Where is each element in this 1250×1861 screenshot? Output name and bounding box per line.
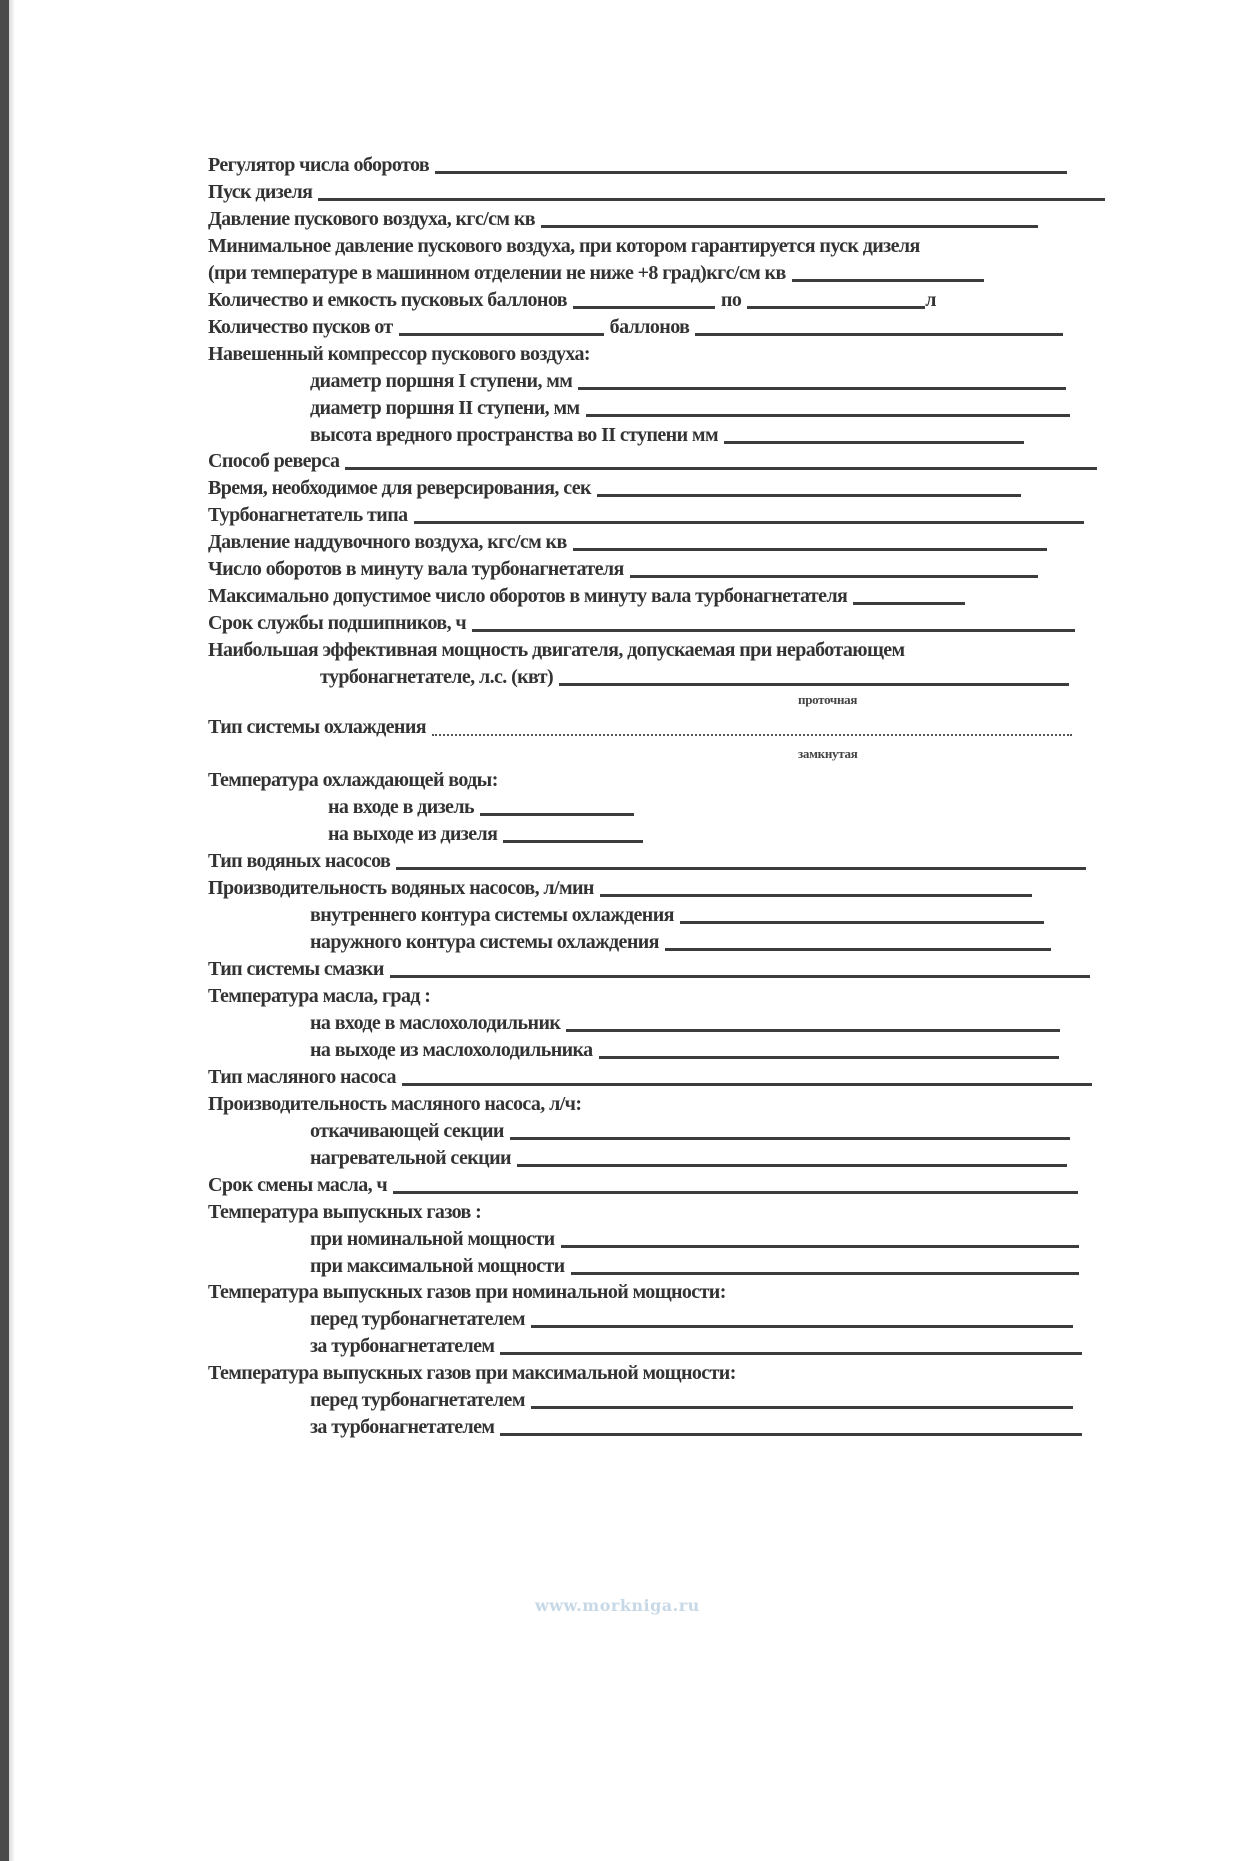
blank-line[interactable] [414, 521, 1084, 524]
field-rpm-governor [208, 152, 1067, 176]
field-label: на выходе из дизеля [328, 823, 498, 846]
blank-line[interactable] [345, 467, 1097, 470]
blank-line[interactable] [393, 1191, 1078, 1194]
blank-line[interactable] [792, 279, 984, 282]
field-oil-change-interval [208, 1172, 1078, 1196]
field-label: наружного контура системы охлаждения [310, 931, 659, 954]
field-label: Турбонагнетатель типа [208, 504, 408, 527]
field-before-turbo-nominal [310, 1306, 1073, 1330]
blank-line-volume[interactable] [747, 306, 925, 309]
field-turbo-max-rpm [208, 583, 965, 607]
field-label: перед турбонагнетателем [310, 1389, 525, 1412]
blank-line[interactable] [390, 975, 1090, 978]
blank-line[interactable] [402, 1083, 1092, 1086]
field-turbo-rpm [208, 556, 1038, 580]
field-label: Максимально допустимое число оборотов в минуту вала турбонагнетателя [208, 585, 848, 608]
field-oil-temp [208, 983, 436, 1007]
field-label: перед турбонагнетателем [310, 1308, 525, 1331]
field-label: на входе в маслохолодильник [310, 1011, 561, 1034]
field-suffix: л [925, 288, 936, 311]
field-lubrication-type [208, 956, 1090, 980]
field-label: Регулятор числа оборотов [208, 154, 430, 176]
field-exhaust-max-turbo [208, 1360, 742, 1384]
blank-line[interactable] [600, 894, 1032, 897]
field-label: диаметр поршня I ступени, мм [310, 369, 573, 392]
field-label: Количество и емкость пусковых баллонов [208, 288, 567, 311]
field-before-turbo-max [310, 1387, 1073, 1411]
field-exhaust-maximum [310, 1253, 1079, 1277]
field-start-cylinders [208, 287, 936, 311]
field-min-start-pressure-cont [208, 260, 984, 284]
field-label: Пуск дизеля [208, 180, 313, 203]
field-compressor [208, 341, 596, 365]
field-cooling-system-type [208, 714, 1072, 738]
blank-line[interactable] [630, 575, 1038, 578]
blank-line[interactable] [665, 948, 1051, 951]
blank-line[interactable] [599, 1056, 1059, 1059]
field-label: Количество пусков от [208, 315, 393, 338]
field-label: Тип масляного насоса [208, 1065, 396, 1088]
field-exhaust-nominal-turbo [208, 1279, 732, 1303]
field-heating-section [310, 1145, 1067, 1169]
blank-line[interactable] [517, 1164, 1067, 1167]
blank-line[interactable] [435, 171, 1067, 174]
field-label: откачивающей секции [310, 1119, 504, 1142]
blank-line[interactable] [571, 1272, 1079, 1275]
blank-line[interactable] [531, 1325, 1073, 1328]
blank-line-count[interactable] [573, 306, 715, 309]
field-label: Производительность масляного насоса, л/ч: [208, 1092, 582, 1115]
blank-line[interactable] [503, 840, 643, 843]
blank-line-starts[interactable] [399, 333, 604, 336]
field-scavenge-section [310, 1118, 1070, 1142]
field-label: (при температуре в машинном отделении не ниже +8 град)кгс/см кв [208, 261, 786, 284]
option-divider-line[interactable] [432, 734, 1072, 736]
field-label: Наибольшая эффективная мощность двигателя, допускаемая при неработающем [208, 639, 905, 662]
field-boost-pressure [208, 529, 1047, 553]
field-label: Способ реверса [208, 450, 340, 473]
blank-line[interactable] [561, 1245, 1079, 1248]
field-label: внутреннего контура системы охлаждения [310, 904, 674, 927]
field-label: Температура масла, град : [208, 985, 431, 1008]
field-label: турбонагнетателе, л.с. (квт) [320, 666, 554, 689]
field-piston-diameter-2 [310, 395, 1070, 419]
blank-line[interactable] [541, 225, 1038, 228]
field-label: Срок смены масла, ч [208, 1173, 388, 1196]
field-label: Навешенный компрессор пускового воздуха: [208, 342, 590, 365]
field-label: Давление наддувочного воздуха, кгс/см кв [208, 531, 567, 554]
field-label: Число оборотов в минуту вала турбонагнетателя [208, 558, 624, 581]
field-water-pump-type [208, 848, 1086, 872]
field-label: Тип системы охлаждения [208, 715, 426, 738]
field-label: Минимальное давление пускового воздуха, при котором гарантируется пуск дизеля [208, 234, 920, 257]
field-reverse-time [208, 475, 1021, 499]
field-min-start-pressure [208, 233, 926, 257]
field-piston-diameter-1 [310, 368, 1066, 392]
field-water-inlet [328, 794, 634, 818]
blank-line[interactable] [500, 1352, 1082, 1355]
field-oil-pump-type [208, 1064, 1092, 1088]
blank-line[interactable] [597, 494, 1021, 497]
field-dead-space-height [310, 422, 1024, 446]
blank-line[interactable] [472, 629, 1075, 632]
field-label: высота вредного пространства во II ступени мм [310, 423, 718, 446]
field-label: диаметр поршня II ступени, мм [310, 396, 580, 419]
blank-line[interactable] [531, 1406, 1073, 1409]
field-max-power-no-turbo [208, 637, 911, 661]
field-start-air-pressure [208, 206, 1038, 230]
field-label: Тип системы смазки [208, 958, 384, 981]
field-cooling-water-temp [208, 767, 504, 791]
field-label: Температура охлаждающей воды: [208, 769, 498, 792]
field-exhaust-nominal [310, 1226, 1079, 1250]
field-label: Температура выпускных газов при максимальной мощности: [208, 1362, 736, 1385]
blank-line[interactable] [559, 683, 1069, 686]
field-bearing-life [208, 610, 1075, 634]
watermark-url: www.morkniga.ru [535, 1596, 700, 1615]
field-water-outlet [328, 821, 643, 845]
field-outer-circuit [310, 929, 1051, 953]
field-mid-label: баллонов [609, 315, 690, 338]
field-turbocharger-type [208, 502, 1084, 526]
blank-line[interactable] [566, 1029, 1060, 1032]
field-starts-count [208, 314, 1063, 338]
blank-line[interactable] [510, 1137, 1070, 1140]
field-label: Температура выпускных газов при номинальной мощности: [208, 1281, 726, 1304]
blank-line[interactable] [724, 441, 1024, 444]
field-label: Температура выпускных газов : [208, 1200, 482, 1223]
field-reverse-method [208, 448, 1097, 472]
blank-line[interactable] [573, 548, 1047, 551]
field-after-turbo-max [310, 1414, 1082, 1438]
field-max-power-no-turbo-cont [320, 664, 1069, 688]
field-label: Давление пускового воздуха, кгс/см кв [208, 207, 535, 230]
blank-line[interactable] [853, 602, 965, 605]
blank-line[interactable] [500, 1433, 1082, 1436]
field-label: на выходе из маслохолодильника [310, 1038, 593, 1061]
field-water-pump-capacity [208, 875, 1032, 899]
field-exhaust-temp [208, 1199, 487, 1223]
field-oil-pump-capacity [208, 1091, 587, 1115]
field-label: Производительность водяных насосов, л/мин [208, 877, 594, 900]
field-label: нагревательной секции [310, 1146, 511, 1169]
blank-line[interactable] [680, 921, 1044, 924]
field-diesel-start [208, 179, 1105, 203]
field-label: Срок службы подшипников, ч [208, 612, 467, 635]
field-oil-cooler-outlet [310, 1037, 1059, 1061]
option-flow-through: проточная [798, 692, 858, 708]
option-closed-loop: замкнутая [798, 746, 858, 762]
blank-line[interactable] [396, 867, 1086, 870]
field-label: Тип водяных насосов [208, 850, 391, 873]
field-mid-label: по [720, 288, 742, 311]
blank-line-cylinders[interactable] [695, 333, 1063, 336]
field-label: при максимальной мощности [310, 1254, 565, 1277]
field-label: на входе в дизель [328, 796, 474, 819]
field-after-turbo-nominal [310, 1333, 1082, 1357]
field-inner-circuit [310, 902, 1044, 926]
field-oil-cooler-inlet [310, 1010, 1060, 1034]
blank-line[interactable] [586, 414, 1070, 417]
blank-line[interactable] [480, 813, 634, 816]
field-label: за турбонагнетателем [310, 1335, 495, 1358]
blank-line[interactable] [578, 387, 1066, 390]
field-label: Время, необходимое для реверсирования, сек [208, 477, 591, 500]
field-label: за турбонагнетателем [310, 1416, 495, 1439]
field-label: при номинальной мощности [310, 1227, 555, 1250]
blank-line[interactable] [318, 198, 1105, 201]
